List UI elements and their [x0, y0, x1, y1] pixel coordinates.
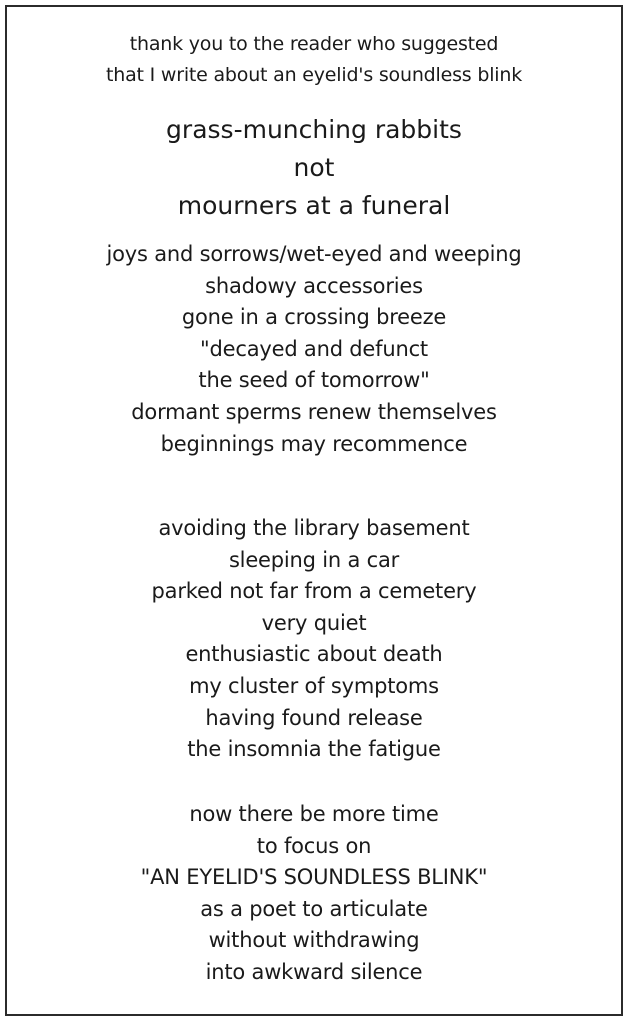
- stanza-line: to focus on: [256, 833, 372, 858]
- stanza-line: my cluster of symptoms: [189, 673, 439, 698]
- stanza-line: "decayed and defunct: [200, 336, 428, 361]
- stanza-line: avoiding the library basement: [158, 516, 470, 540]
- stanza-line: parked not far from a cemetery: [151, 579, 477, 604]
- stanza-2: [7, 513, 621, 766]
- intro-line: that I write about an eyelid's soundless blink: [106, 64, 522, 86]
- stanza-line: dormant sperms renew themselves: [131, 399, 497, 424]
- intro-line: thank you to the reader who suggested: [129, 33, 499, 55]
- stanza-line: enthusiastic about death: [185, 642, 443, 667]
- stanza-line: joys and sorrows/wet-eyed and weeping: [106, 242, 522, 266]
- stanza-line: without withdrawing: [208, 928, 420, 953]
- headline-line: grass-munching rabbits: [166, 115, 462, 144]
- stanza-line: the insomnia the fatigue: [187, 737, 441, 762]
- stanza-line: shadowy accessories: [205, 273, 423, 298]
- stanza-line: having found release: [205, 705, 423, 730]
- stanza-line: gone in a crossing breeze: [181, 305, 447, 330]
- stanza-line: sleeping in a car: [228, 547, 400, 572]
- stanza-1: [7, 239, 621, 460]
- stanza-line: as a poet to articulate: [200, 896, 428, 921]
- intro-text: [7, 29, 621, 91]
- stanza-line: "AN EYELID'S SOUNDLESS BLINK": [140, 865, 488, 890]
- poem-headline: [7, 111, 621, 225]
- stanza-line: into awkward silence: [205, 959, 423, 984]
- stanza-3: [7, 799, 621, 989]
- stanza-line: very quiet: [261, 610, 367, 635]
- headline-line: not: [293, 153, 335, 182]
- headline-line: mourners at a funeral: [177, 191, 451, 220]
- stanza-line: beginnings may recommence: [160, 431, 468, 456]
- stanza-line: now there be more time: [189, 802, 439, 826]
- poem-frame: [5, 5, 623, 1016]
- stanza-line: the seed of tomorrow": [198, 368, 430, 393]
